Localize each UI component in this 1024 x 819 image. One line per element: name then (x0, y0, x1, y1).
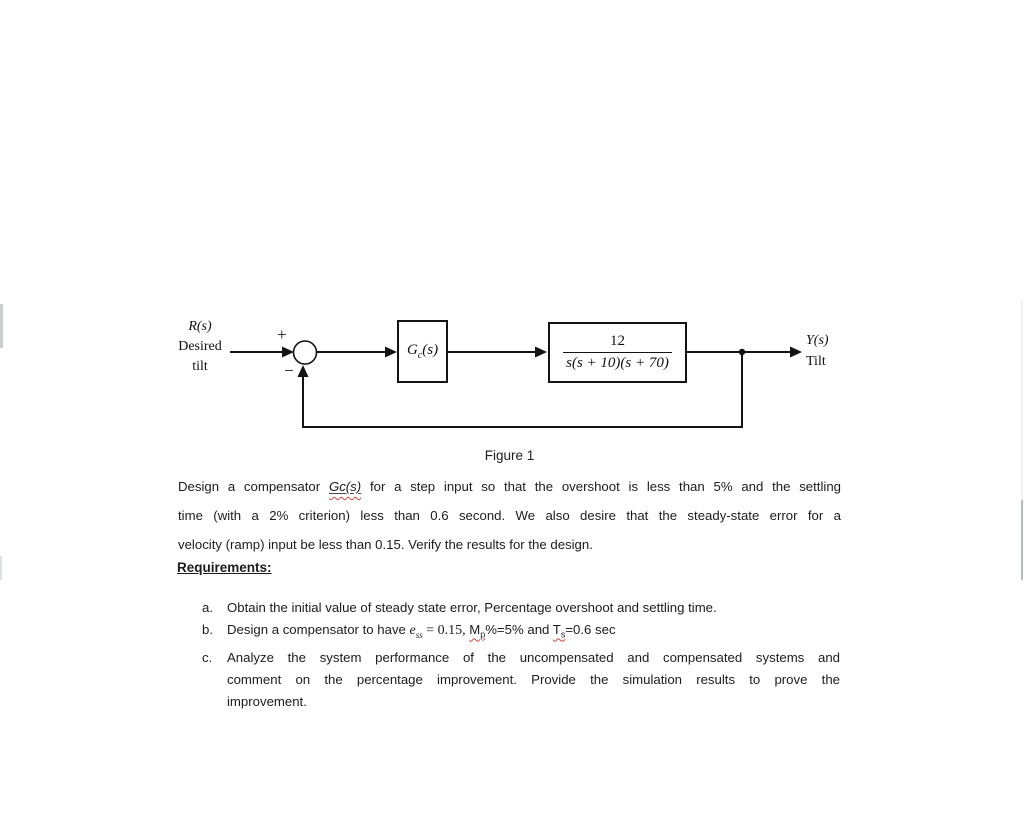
plant-numerator: 12 (610, 332, 625, 349)
ess-term: $e_{ss}$ (409, 623, 423, 641)
arrowhead-icon (282, 347, 294, 358)
summing-junction (294, 341, 317, 364)
figure-caption: Figure 1 (484, 448, 535, 463)
requirements-list (202, 597, 842, 714)
ts-term: $T_s$ (552, 622, 566, 641)
input-signal-symbol: R(s) (188, 319, 212, 334)
takeoff-point (739, 349, 745, 355)
arrowhead-icon (298, 365, 309, 377)
ess-value: = 0.15, (422, 623, 470, 639)
plant-block (548, 322, 687, 383)
arrowhead-icon (790, 347, 802, 358)
paragraph-line (178, 472, 841, 501)
requirements-heading: Requirements: (177, 560, 272, 575)
controller-block (397, 320, 448, 383)
list-item-text: Design a compensator to have $e_{ss} = 0.15$, $M_p\%=5\%$ and $T_s=0.6$ sec (227, 622, 616, 641)
controller-label: $G_c(s)$ (406, 342, 439, 361)
list-marker: a. (202, 600, 213, 615)
problem-statement (178, 472, 841, 559)
gcs-term: Gc(s) (328, 479, 362, 494)
list-item-text (227, 647, 840, 714)
list-item-c (202, 647, 842, 714)
list-item-b (202, 619, 842, 646)
list-item-line: Analyze the system performance of the uncompensated and compensated systems and (227, 649, 840, 665)
list-item-text: Obtain the initial value of steady state error, Percentage overshoot and settling time. (227, 600, 717, 615)
paragraph-line: time (with a 2% criterion) less than 0.6 second. We also desire that the steady-state error for a (178, 508, 841, 523)
paragraph-text: Design a compensator (178, 479, 329, 494)
mp-term: $M_p$ (469, 622, 486, 641)
sum-plus-sign: + (277, 325, 287, 344)
arrowhead-icon (535, 347, 547, 358)
list-item-line: comment on the percentage improvement. Provide the simulation results to prove the (227, 672, 840, 688)
arrowhead-icon (385, 347, 397, 358)
list-item-line: improvement. (227, 694, 307, 710)
input-signal-desc-2: tilt (192, 359, 208, 374)
output-signal-label (806, 330, 854, 372)
list-item-a (202, 597, 842, 619)
output-signal-desc: Tilt (806, 354, 826, 369)
input-signal-desc-1: Desired (178, 339, 222, 354)
paragraph-text: for a step input so that the overshoot is less than 5% and the settling (361, 479, 841, 494)
output-signal-symbol: Y(s) (806, 333, 829, 348)
sum-minus-sign: − (284, 361, 294, 380)
paragraph-line: velocity (ramp) input be less than 0.15. Verify the results for the design. (178, 537, 593, 552)
plant-denominator: s(s + 10)(s + 70) (563, 352, 672, 372)
list-marker: b. (202, 622, 213, 638)
list-marker: c. (202, 649, 213, 665)
plant-transfer-function (563, 333, 672, 373)
input-signal-label (160, 317, 240, 377)
